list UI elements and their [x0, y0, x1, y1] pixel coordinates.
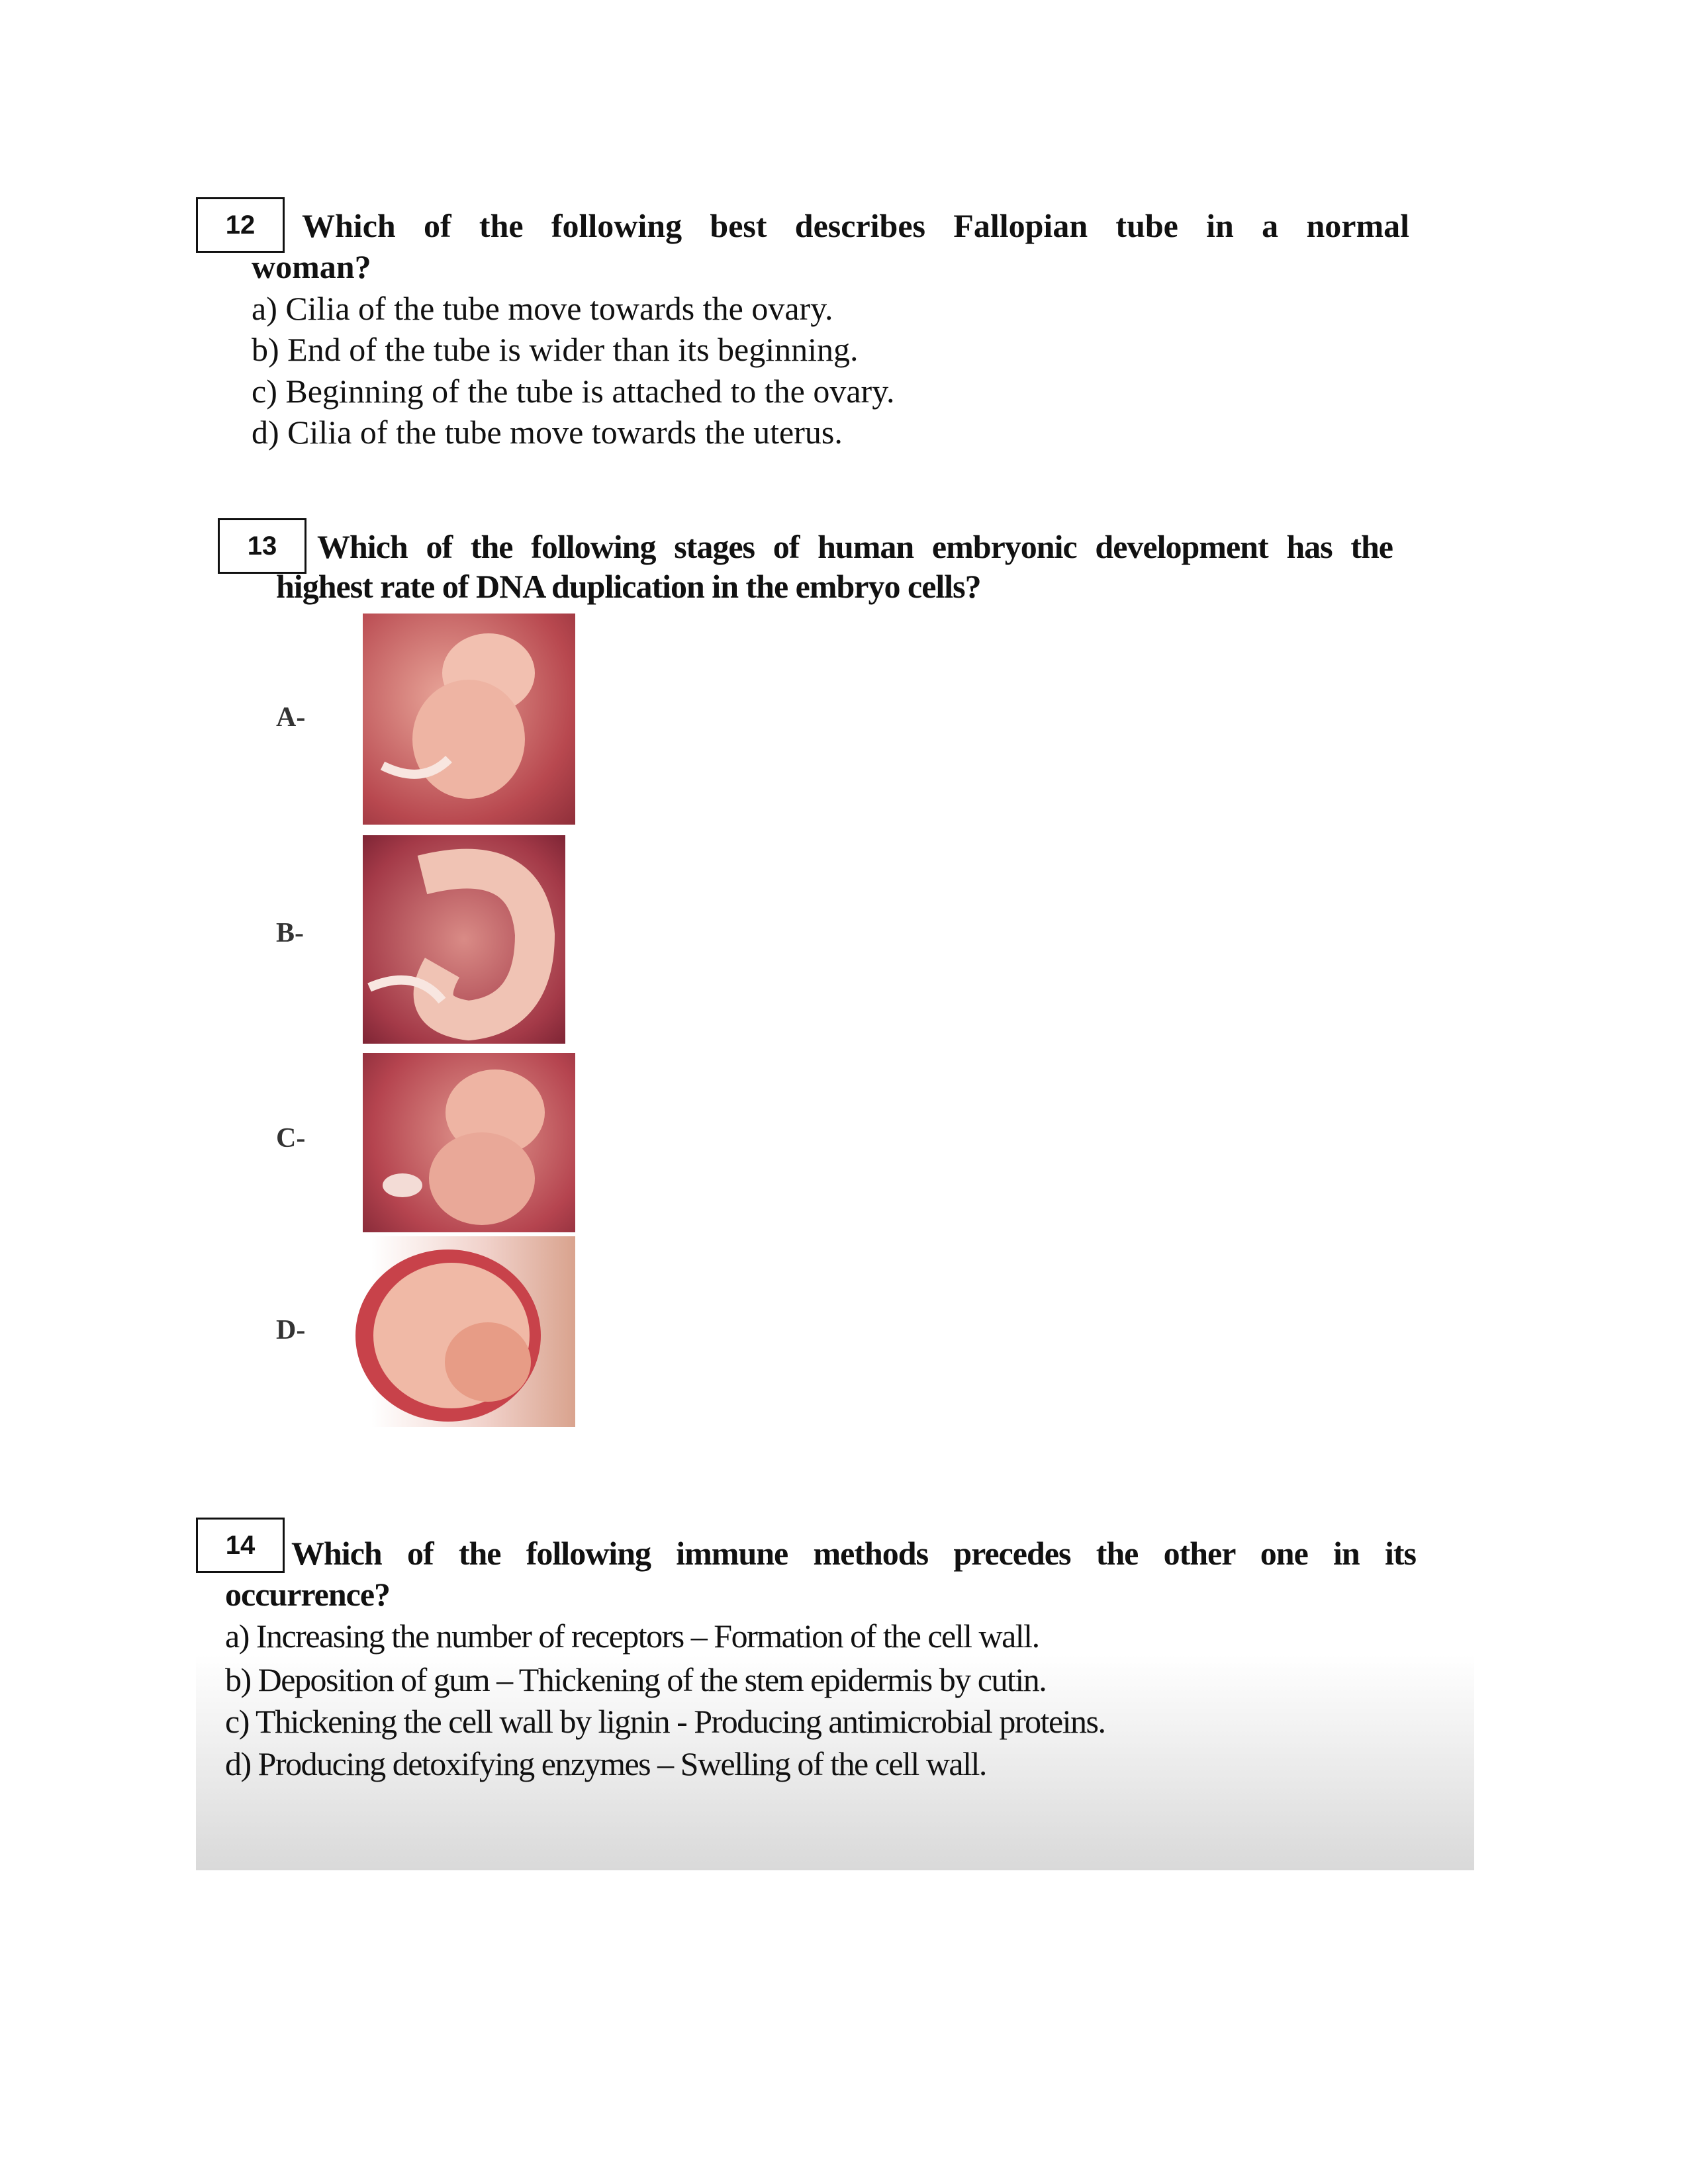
option-label-b[interactable]: B- [276, 918, 304, 948]
question-14-option-b[interactable]: b) Deposition of gum – Thickening of the stem epidermis by cutin. [225, 1661, 1047, 1698]
question-14-text-line2: occurrence? [225, 1576, 391, 1613]
question-12-option-c[interactable]: c) Beginning of the tube is attached to the ovary. [252, 373, 895, 410]
question-13-text-line2: highest rate of DNA duplication in the embryo cells? [276, 568, 981, 605]
embryo-image-b[interactable] [363, 835, 565, 1044]
question-14-option-a[interactable]: a) Increasing the number of receptors – Formation of the cell wall. [225, 1617, 1039, 1655]
question-12-option-a[interactable]: a) Cilia of the tube move towards the ovary. [252, 290, 833, 327]
question-number-14: 14 [196, 1518, 285, 1573]
option-label-d[interactable]: D- [276, 1315, 306, 1345]
fetus-illustration-c [363, 1053, 575, 1232]
question-12-option-b[interactable]: b) End of the tube is wider than its beginning. [252, 331, 859, 368]
question-12-option-d[interactable]: d) Cilia of the tube move towards the uterus. [252, 414, 843, 451]
option-label-c[interactable]: C- [276, 1123, 306, 1154]
question-14-option-c[interactable]: c) Thickening the cell wall by lignin - Producing antimicrobial proteins. [225, 1703, 1105, 1740]
embryo-image-d[interactable] [349, 1236, 575, 1427]
question-13-text-line1: Which of the following stages of human embryonic development has the [317, 528, 1393, 565]
question-number-12: 12 [196, 197, 285, 253]
question-number-13: 13 [218, 518, 306, 574]
fetus-illustration-d [349, 1236, 575, 1427]
option-label-a[interactable]: A- [276, 702, 306, 733]
embryo-image-a[interactable] [363, 614, 575, 825]
question-14-text-line1: Which of the following immune methods precedes the other one in its [291, 1535, 1416, 1572]
embryo-image-c[interactable] [363, 1053, 575, 1232]
fetus-illustration-a [363, 614, 575, 825]
question-12-text-line1: Which of the following best describes Fallopian tube in a normal [302, 207, 1409, 244]
question-12-text-line2: woman? [252, 248, 371, 285]
embryo-illustration-b [363, 835, 565, 1044]
question-14-option-d[interactable]: d) Producing detoxifying enzymes – Swelling of the cell wall. [225, 1745, 986, 1782]
